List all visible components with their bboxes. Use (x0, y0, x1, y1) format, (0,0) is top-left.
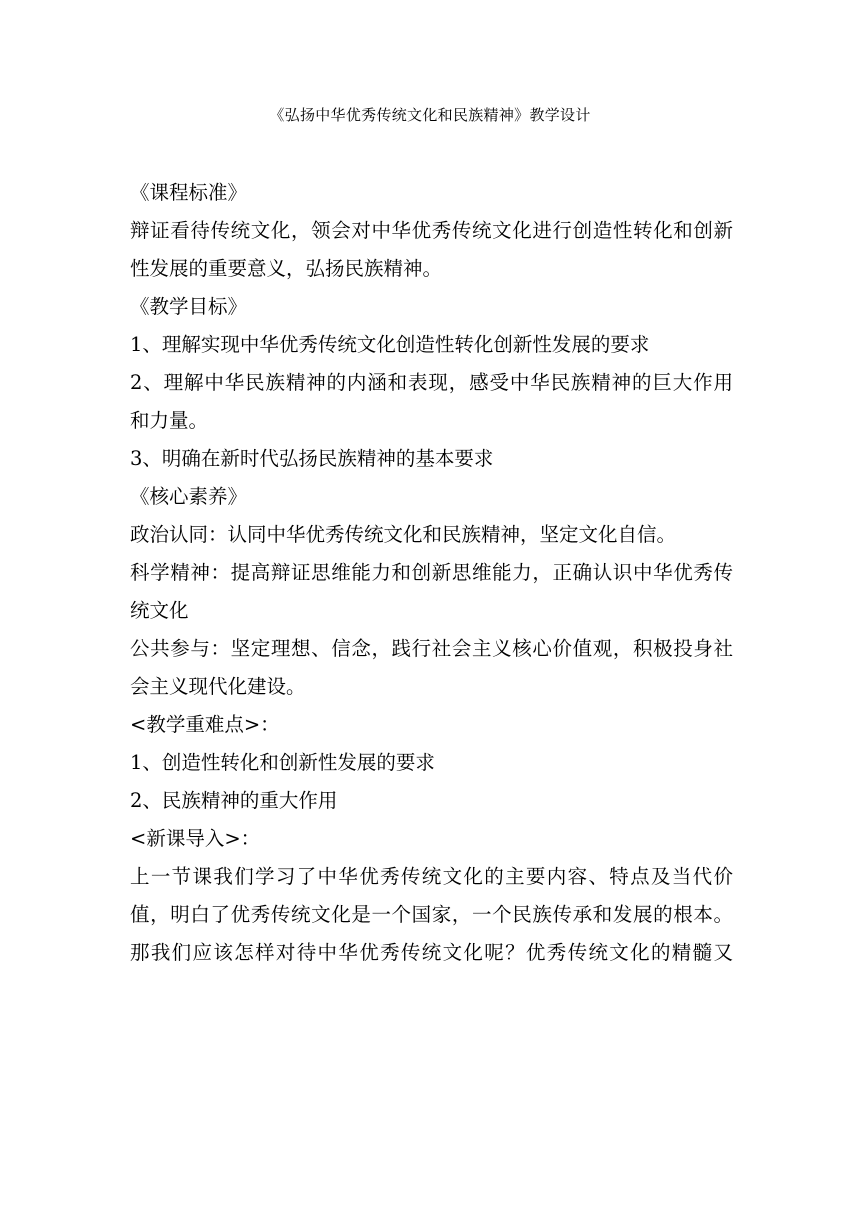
paragraph-line: 辩证看待传统文化，领会对中华优秀传统文化进行创造性转化和创新 (130, 219, 733, 242)
literacy-scientific-spirit-continued: 统文化 (130, 599, 189, 622)
literacy-scientific-spirit: 科学精神：提高辩证思维能力和创新思维能力，正确认识中华优秀传 (130, 561, 733, 584)
objective-item-2: 2、理解中华民族精神的内涵和表现，感受中华民族精神的巨大作用 (130, 371, 733, 394)
literacy-public-participation: 公共参与：坚定理想、信念，践行社会主义核心价值观，积极投身社 (130, 637, 733, 660)
section-heading-core-literacy: 《核心素养》 (130, 485, 248, 508)
intro-paragraph-line: 上一节课我们学习了中华优秀传统文化的主要内容、特点及当代价 (130, 865, 733, 888)
key-point-item-2: 2、民族精神的重大作用 (130, 789, 338, 812)
key-point-item-1: 1、创造性转化和创新性发展的要求 (130, 751, 435, 774)
objective-item-3: 3、明确在新时代弘扬民族精神的基本要求 (130, 447, 494, 470)
objective-item-1: 1、理解实现中华优秀传统文化创造性转化创新性发展的要求 (130, 333, 650, 356)
intro-paragraph-line: 值，明白了优秀传统文化是一个国家，一个民族传承和发展的根本。 (130, 903, 733, 926)
literacy-public-participation-continued: 会主义现代化建设。 (130, 675, 306, 698)
document-body (130, 174, 733, 972)
section-heading-lesson-intro: <新课导入>： (130, 827, 261, 850)
document-title: 《弘扬中华优秀传统文化和民族精神》教学设计 (269, 106, 591, 124)
paragraph-line: 性发展的重要意义，弘扬民族精神。 (130, 257, 443, 280)
literacy-political-identity: 政治认同：认同中华优秀传统文化和民族精神，坚定文化自信。 (130, 523, 677, 546)
intro-paragraph-line: 那我们应该怎样对待中华优秀传统文化呢？优秀传统文化的精髓又 (130, 941, 733, 964)
section-heading-curriculum-standard: 《课程标准》 (130, 181, 248, 204)
section-heading-key-points: <教学重难点>： (130, 713, 280, 736)
objective-item-2-continued: 和力量。 (130, 409, 209, 432)
section-heading-teaching-objectives: 《教学目标》 (130, 295, 248, 318)
